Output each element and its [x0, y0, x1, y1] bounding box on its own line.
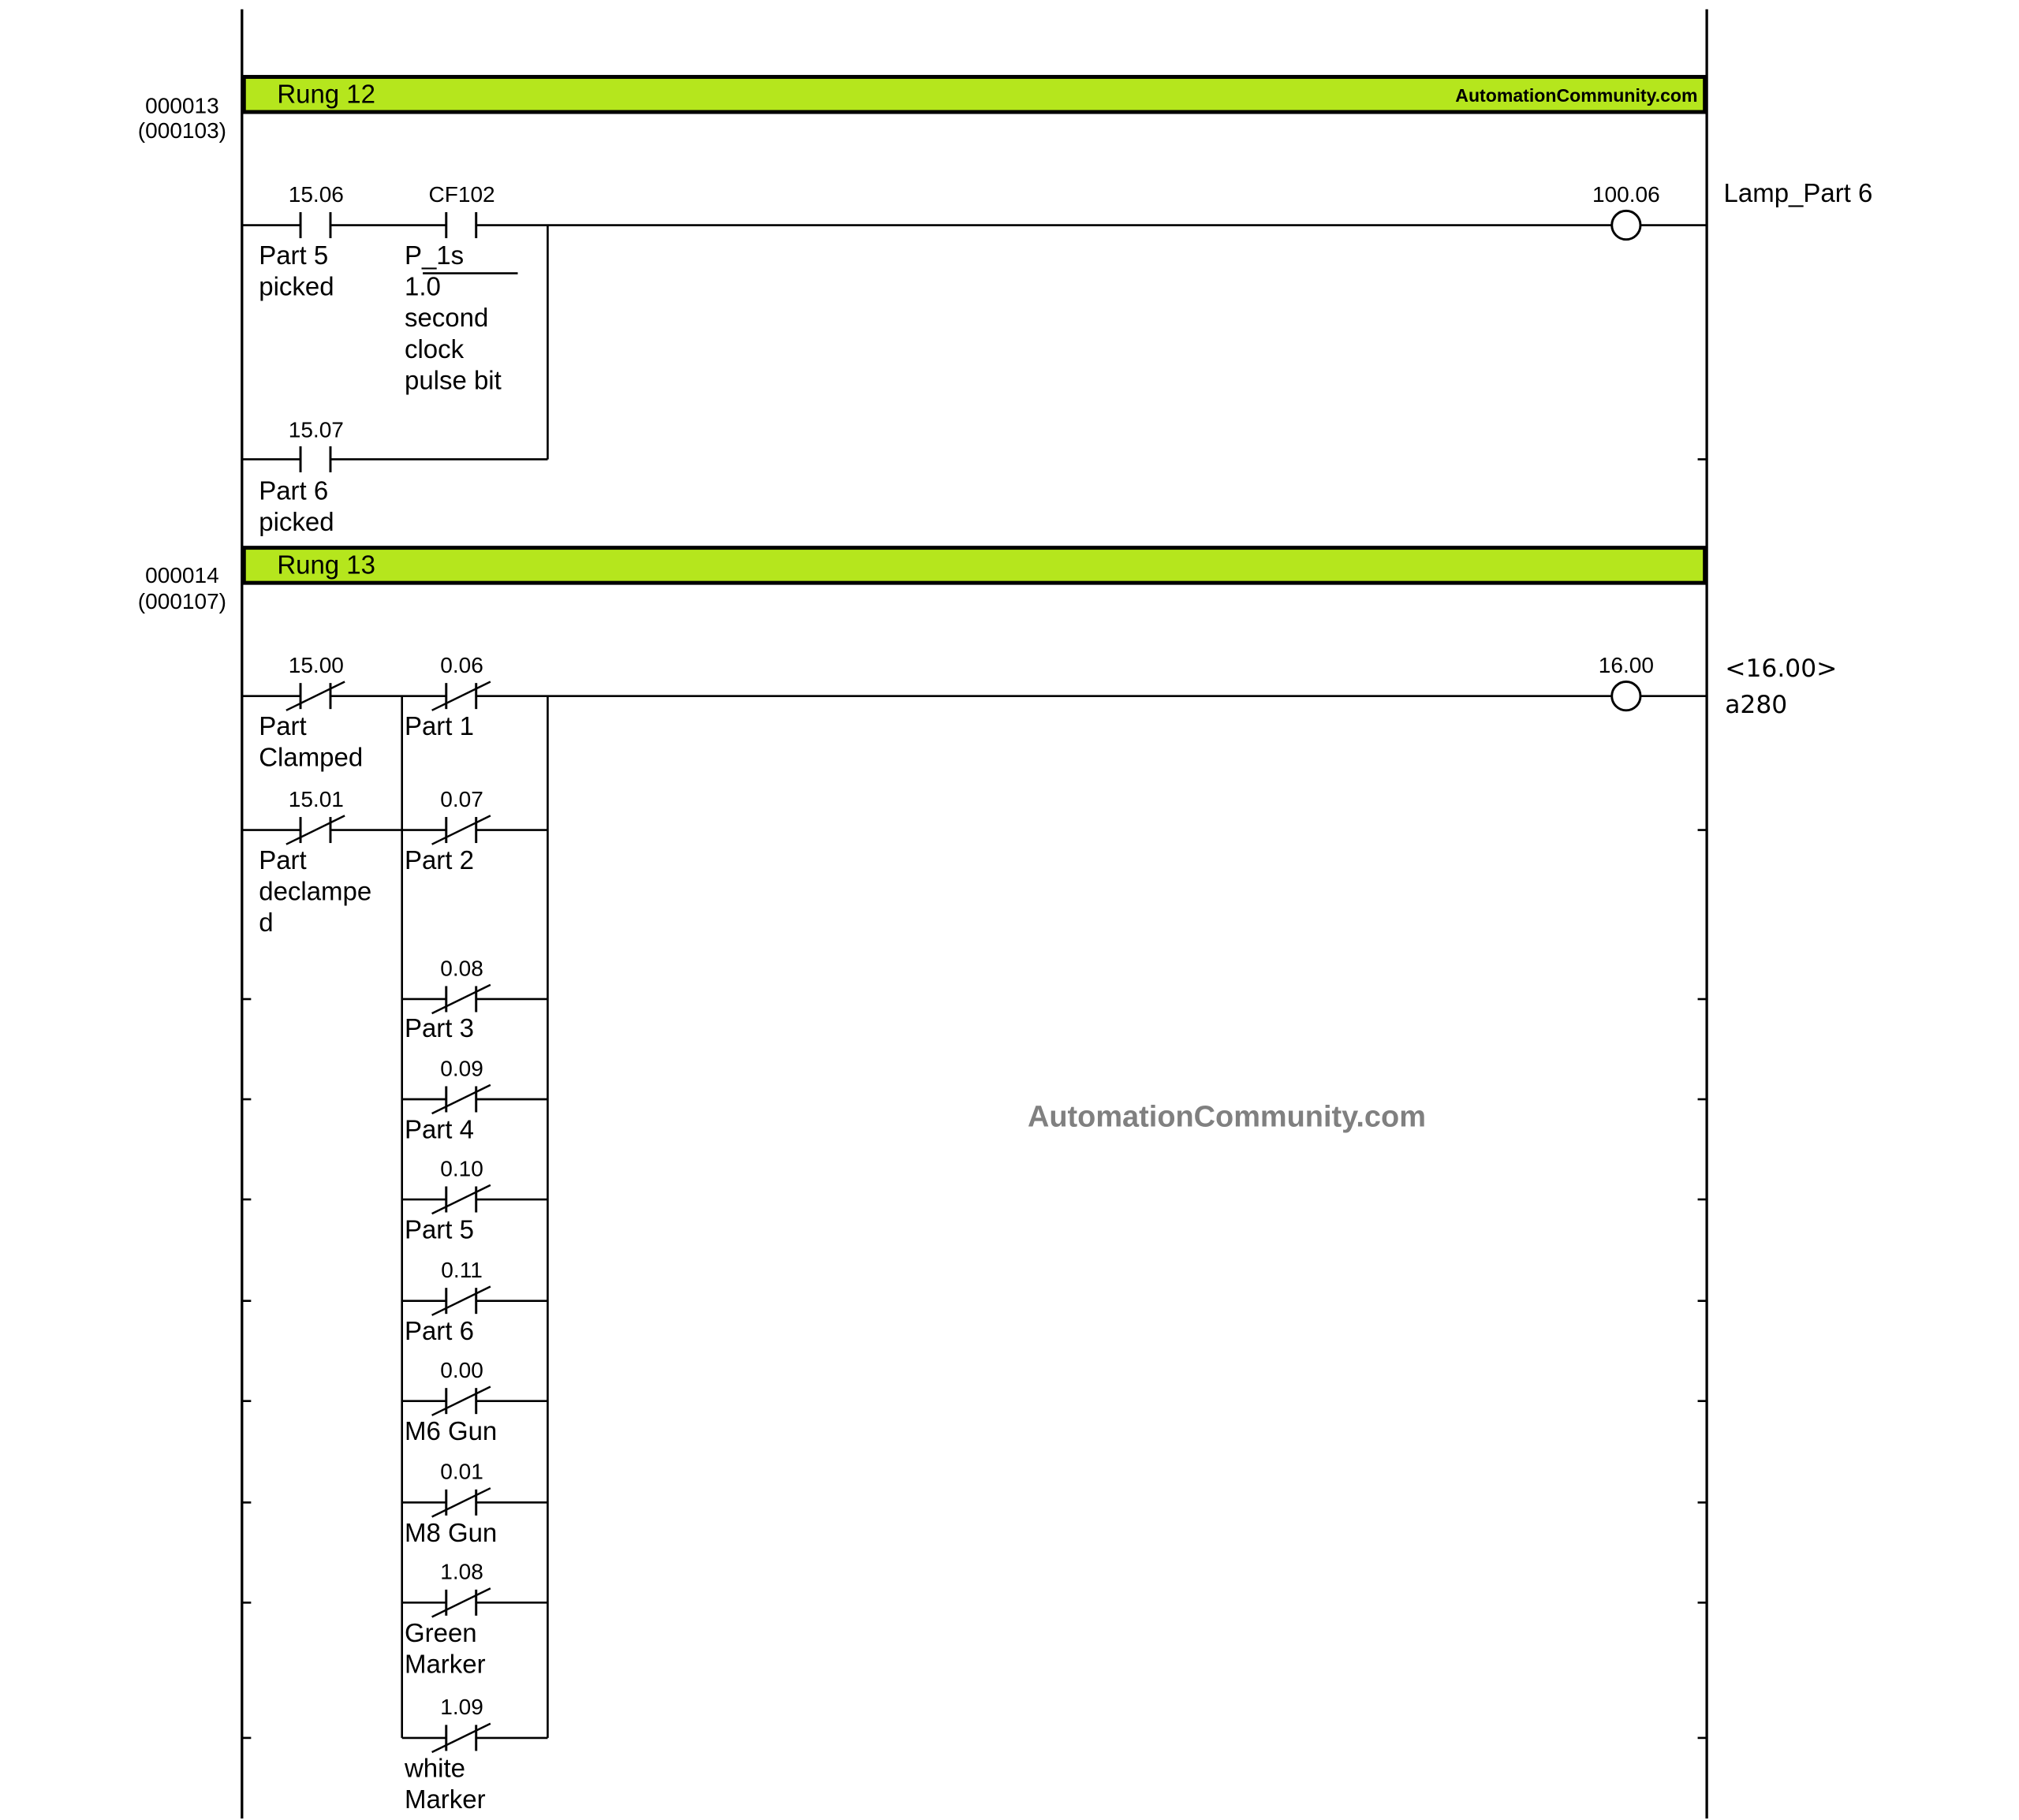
contact-address: 15.07 [288, 417, 344, 442]
contact-nc-15-00[interactable] [259, 653, 363, 772]
contact-nc-0-10[interactable] [402, 1156, 548, 1244]
output-coil-100-06[interactable] [1592, 182, 1660, 240]
contact-address: 0.11 [441, 1257, 483, 1282]
coil-comment: <16.00> a280 [1725, 654, 1838, 720]
contact-label: Part 2 [404, 845, 474, 875]
contact-nc-1-08[interactable] [402, 1560, 548, 1679]
rung-13 [138, 548, 1845, 1814]
contact-address: 0.06 [440, 652, 483, 677]
coil-address: 16.00 [1598, 652, 1654, 677]
contact-address: 1.08 [440, 1559, 483, 1584]
contact-nc-0-01[interactable] [402, 1460, 548, 1547]
contact-nc-0-11[interactable] [402, 1258, 548, 1345]
rung-title: Rung 13 [277, 550, 375, 580]
step-address: (000103) [137, 118, 227, 144]
contact-address: 0.09 [440, 1056, 483, 1081]
rung-12 [138, 77, 1873, 537]
contact-no-15-06[interactable] [259, 182, 344, 301]
contact-label: Part 6 [404, 1316, 474, 1346]
contact-label: Part 5 [404, 1214, 474, 1244]
contact-nc-1-09[interactable] [402, 1695, 548, 1814]
contact-address: 15.00 [288, 652, 344, 677]
step-number: 000013 [145, 93, 219, 118]
contact-label: Part 1 [404, 711, 474, 741]
contact-nc-0-09[interactable] [402, 1056, 548, 1143]
contact-nc-0-08[interactable] [402, 956, 548, 1042]
rung-title: Rung 12 [277, 79, 375, 109]
contact-no-15-07[interactable] [259, 417, 344, 536]
output-coil-16-00[interactable] [1599, 653, 1654, 710]
contact-label: Green Marker [404, 1617, 486, 1679]
coil-address: 100.06 [1592, 181, 1660, 207]
brand-label: AutomationCommunity.com [1455, 84, 1698, 106]
contact-label: Part 6 picked [259, 476, 334, 537]
contact-address: 0.00 [440, 1357, 483, 1382]
contact-label: Part 3 [404, 1013, 474, 1042]
contact-address: 15.06 [288, 181, 344, 207]
contact-label: Part declampe d [259, 845, 372, 938]
watermark-text: AutomationCommunity.com [1028, 1100, 1426, 1134]
contact-nc-0-00[interactable] [402, 1358, 548, 1445]
rung-header-bar[interactable] [244, 548, 1704, 584]
step-number: 000014 [145, 563, 219, 588]
contact-label: P_1s 1.0 second clock pulse bit [404, 241, 502, 395]
contact-address: 15.01 [288, 786, 344, 811]
contact-nc-15-01[interactable] [259, 787, 379, 937]
contact-no-cf102[interactable] [405, 182, 518, 395]
contact-address: 0.08 [440, 956, 483, 981]
contact-address: 1.09 [440, 1695, 483, 1720]
contact-label: white Marker [404, 1753, 486, 1814]
contact-address: 0.07 [440, 786, 483, 811]
contact-address: 0.10 [440, 1156, 483, 1181]
step-address: (000107) [137, 589, 227, 614]
contact-address: CF102 [428, 181, 495, 207]
contact-label: M6 Gun [404, 1416, 498, 1446]
contact-label: Part 4 [404, 1114, 474, 1144]
contact-label: M8 Gun [404, 1517, 498, 1547]
coil-comment: Lamp_Part 6 [1723, 177, 1873, 207]
contact-label: Part Clamped [259, 711, 364, 772]
contact-label: Part 5 picked [259, 241, 334, 301]
contact-address: 0.01 [440, 1459, 483, 1484]
